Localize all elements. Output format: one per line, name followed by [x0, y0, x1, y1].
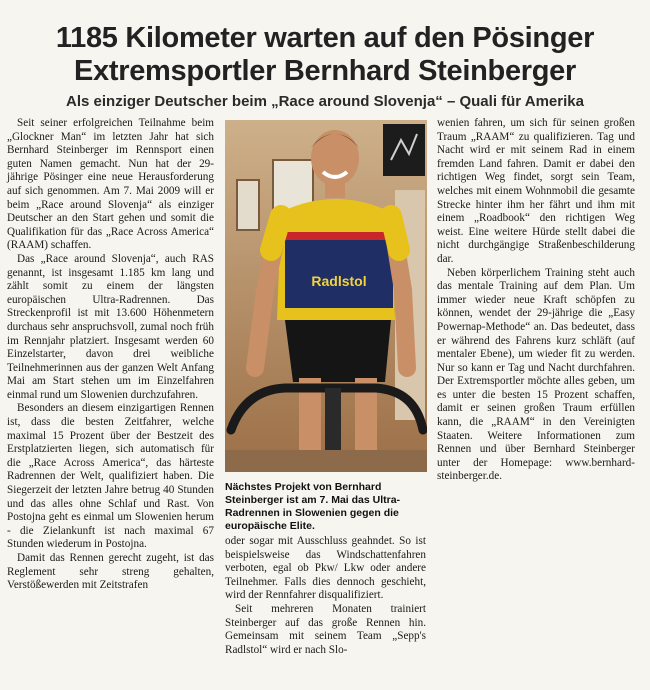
article-column-1 — [7, 117, 214, 593]
paragraph: Das „Race around Slovenja“, auch RAS genannt, ist insgesamt 1.185 km lang und zählt somit zu einem der längsten europäischen Ultra-Radrennen. Das Streckenprofil ist mit 13.600 Höhenmetern durchaus sehr anspruchsvoll, zumal noch früh im Rennjahr platziert. Insgesamt werden 60 Einzelstarter, davon drei weibliche Teilnehmerinnen aus der ganzen Welt Anfang Mai am Start stehen um im Einzelfahren einmal rund um Slowenien durchzufahren. — [7, 252, 214, 401]
paragraph: Besonders an diesem einzigartigen Rennen ist, dass die besten Zeitfahrer, welche maximal 15 Prozent über der Bestzeit des Erstplatzierten liegen, sich automatisch für die „Race Across America“, das härteste Radrennen der Welt, qualifiziert haben. Die Siegerzeit der letzten Jahre betrug 40 Stunden und das alles ohne Schlaf und Rast. Von Postojna geht es einmal um Slowenien herum - die Zielankunft ist nach maximal 67 Stunden wiederum in Postojna. — [7, 402, 214, 551]
article-column-2 — [225, 535, 426, 657]
paragraph: oder sogar mit Ausschluss geahndet. So ist beispielsweise das Windschattenfahren verboten, egal ob Pkw/ Lkw oder andere Teilnehmer. Falls dies dennoch geschieht, wird der Rennfahrer disqualifiziert. — [225, 535, 426, 602]
paragraph: Seit mehreren Monaten trainiert Steinberger auf das große Rennen hin. Gemeinsam mit seinem Team „Sepp's Radlstol“ wird er nach Slo- — [225, 602, 426, 656]
headline-line-1: 1185 Kilometer warten auf den Pösinger — [55, 22, 595, 54]
svg-text:Radlstol: Radlstol — [311, 273, 367, 289]
cyclist-on-trainer-illustration — [225, 120, 427, 472]
paragraph: Damit das Rennen gerecht zugeht, ist das Reglement sehr streng gehalten, Verstößewerden mit Zeitstrafen — [7, 552, 214, 592]
athlete-photo — [225, 120, 427, 472]
headline-line-2: Extremsportler Bernhard Steinberger — [74, 55, 576, 87]
photo-caption: Nächstes Projekt von Bernhard Steinberger ist am 7. Mai das Ultra-Radrennen in Slowenien gegen die europäische Elite. — [225, 481, 401, 532]
subheadline: Als einziger Deutscher beim „Race around Slovenja“ – Quali für Amerika — [66, 93, 584, 110]
article-column-3 — [437, 117, 635, 484]
paragraph: Neben körperlichem Training steht auch das mentale Training auf dem Plan. Um immer wieder neue Kraft schöpfen zu können, wendet der 29-jährige die „Easy Powernap-Methode“ an. Das bedeutet, dass er während des Fahrens kurz schläft (auf mentaler Ebene), um wieder fit zu werden. Nur so kann er Tag und Nacht durchfahren. Der Extremsportler möchte alles geben, um es unter die besten 15 Prozent schaffen, damit er seinen großen Traum erfüllen kann, die „RAAM“ in den Vereinigten Staaten. Weitere Informationen zum Rennen und über Bernhard Steinberger unter der Homepage: www.bernhard-steinberger.de. — [437, 266, 635, 483]
paragraph: Seit seiner erfolgreichen Teilnahme beim „Glockner Man“ im letzten Jahr hat sich Bernhard Steinberger im Rennsport einen guten Namen gemacht. Nun hat der 29-jährige Pösinger eine neue Herausforderung auf sich genommen. Am 7. Mai 2009 will er beim „Race around Slovenja“ als einziger Deutscher an den Start gehen und somit die Qualifikation für das „Race Across America“ (RAAM) schaffen. — [7, 117, 214, 252]
paragraph: wenien fahren, um sich für seinen großen Traum „RAAM“ zu qualifizieren. Tag und Nacht wird er mit seinem Rad in einem fremden Land fahren. Damit er dabei den richtigen Weg findet, sorgt sein Team, welches mit einem Wohnmobil die gesamte Strecke hinter ihm her fährt und ihm mit einem „Roadbook“ den richtigen Weg weist. Eine weitere Hürde stellt dabei die nicht durchgängige Straßenbeschilderung dar. — [437, 117, 635, 265]
